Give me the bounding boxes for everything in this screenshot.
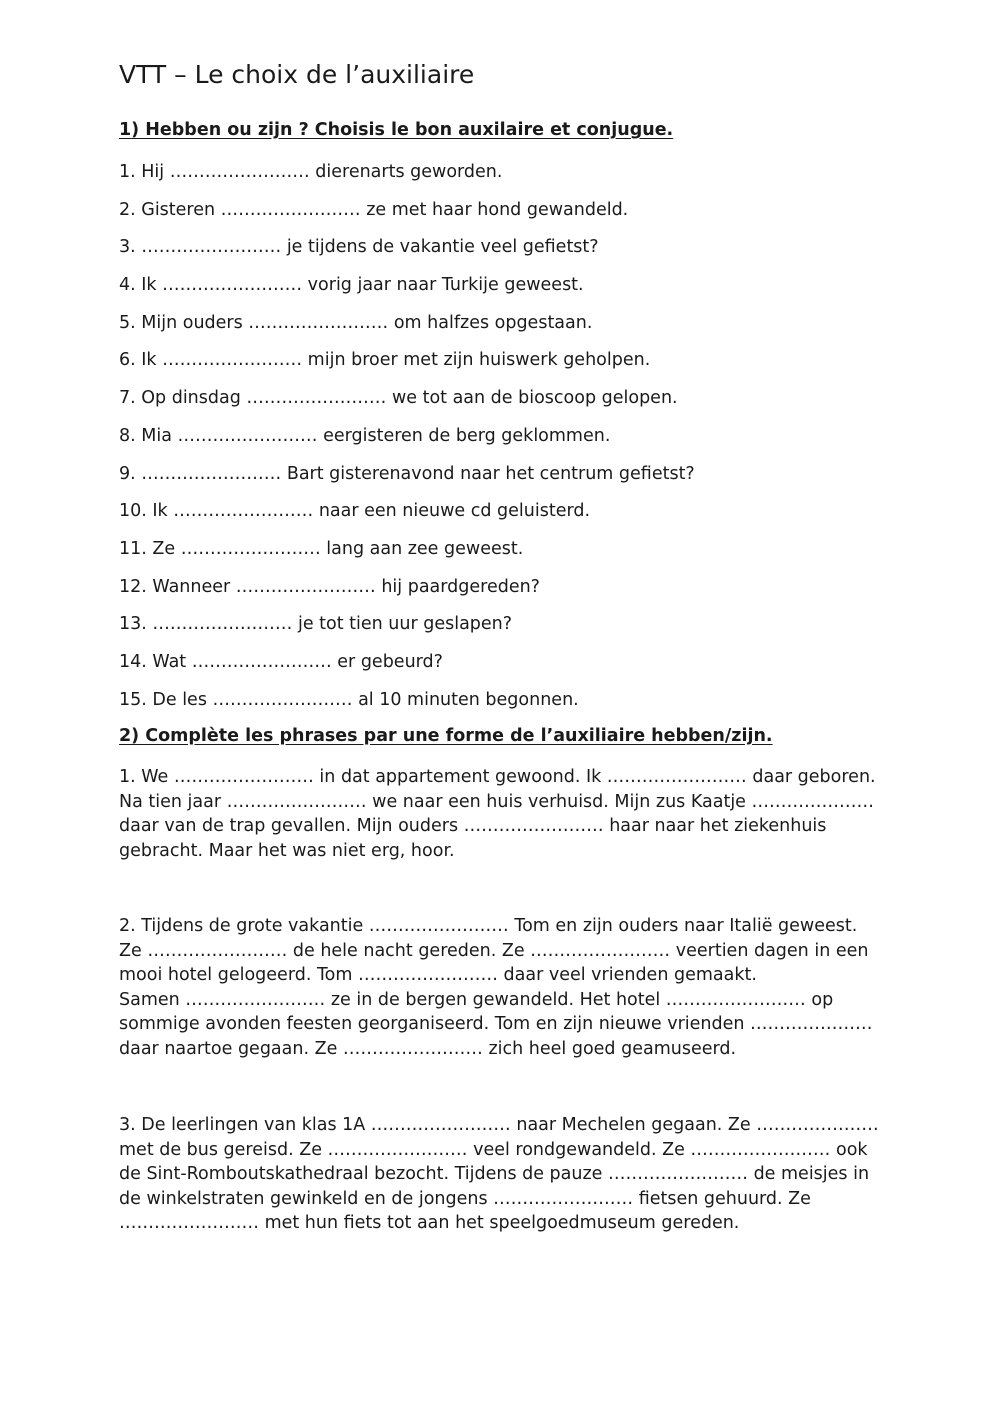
paragraph-line: 3. De leerlingen van klas 1A …………………… naar Mechelen gegaan. Ze ………………… — [119, 1115, 879, 1135]
exercise-item-7: 7. Op dinsdag …………………… we tot aan de bioscoop gelopen. — [119, 388, 678, 409]
exercise-item-13: 13. …………………… je tot tien uur geslapen? — [119, 614, 513, 635]
paragraph-line: Samen …………………… ze in de bergen gewandeld. Het hotel …………………… op — [119, 989, 834, 1010]
paragraph-line: Ze …………………… de hele nacht gereden. Ze …………………… veertien dagen in een — [119, 940, 869, 961]
exercise-item-8: 8. Mia …………………… eergisteren de berg geklommen. — [119, 425, 611, 446]
story-paragraph-1 — [119, 765, 889, 863]
exercise-item-10: 10. Ik …………………… naar een nieuwe cd geluisterd. — [119, 501, 591, 522]
paragraph-line: de Sint-Romboutskathedraal bezocht. Tijdens de pauze …………………… de meisjes in — [119, 1164, 870, 1184]
exercise-item-1: 1. Hij …………………… dierenarts geworden. — [119, 162, 503, 182]
exercise-item-15: 15. De les …………………… al 10 minuten begonnen. — [119, 689, 579, 710]
paragraph-line: 2. Tijdens de grote vakantie …………………… Tom en zijn ouders naar Italië geweest. — [119, 916, 858, 936]
paragraph-line: de winkelstraten gewinkeld en de jongens …………………… fietsen gehuurd. Ze — [119, 1188, 811, 1209]
exercise-item-2: 2. Gisteren …………………… ze met haar hond gewandeld. — [119, 199, 629, 220]
exercise-item-3: 3. …………………… je tijdens de vakantie veel gefietst? — [119, 237, 599, 258]
page-title: VTT – Le choix de l’auxiliaire — [119, 60, 475, 89]
exercise-item-4: 4. Ik …………………… vorig jaar naar Turkije geweest. — [119, 275, 584, 296]
paragraph-line: …………………… met hun fiets tot aan het speelgoedmuseum gereden. — [119, 1213, 740, 1233]
story-paragraph-3 — [119, 1113, 889, 1236]
story-paragraph-2 — [119, 914, 889, 1061]
exercise-item-11: 11. Ze …………………… lang aan zee geweest. — [119, 538, 524, 559]
paragraph-line: daar van de trap gevallen. Mijn ouders …………………… haar naar het ziekenhuis — [119, 816, 827, 836]
paragraph-line: gebracht. Maar het was niet erg, hoor. — [119, 840, 455, 861]
section-2-heading: 2) Complète les phrases par une forme de l’auxiliaire hebben/zijn. — [119, 726, 773, 746]
paragraph-line: mooi hotel gelogeerd. Tom …………………… daar veel vrienden gemaakt. — [119, 965, 757, 985]
exercise-list — [119, 160, 695, 725]
section-1-heading: 1) Hebben ou zijn ? Choisis le bon auxilaire et conjugue. — [119, 120, 674, 140]
paragraph-line: met de bus gereisd. Ze …………………… veel rondgewandeld. Ze …………………… ook — [119, 1139, 868, 1160]
exercise-item-5: 5. Mijn ouders …………………… om halfzes opgestaan. — [119, 312, 593, 333]
exercise-item-9: 9. …………………… Bart gisterenavond naar het centrum gefietst? — [119, 463, 695, 484]
paragraph-line: Na tien jaar …………………… we naar een huis verhuisd. Mijn zus Kaatje ………………… — [119, 791, 875, 812]
paragraph-line: sommige avonden feesten georganiseerd. Tom en zijn nieuwe vrienden ………………… — [119, 1014, 873, 1034]
exercise-item-12: 12. Wanneer …………………… hij paardgereden? — [119, 576, 540, 597]
paragraph-line: 1. We …………………… in dat appartement gewoond. Ik …………………… daar geboren. — [119, 767, 876, 787]
paragraph-line: daar naartoe gegaan. Ze …………………… zich heel goed geamuseerd. — [119, 1038, 737, 1059]
exercise-item-6: 6. Ik …………………… mijn broer met zijn huiswerk geholpen. — [119, 350, 651, 371]
exercise-item-14: 14. Wat …………………… er gebeurd? — [119, 651, 443, 672]
